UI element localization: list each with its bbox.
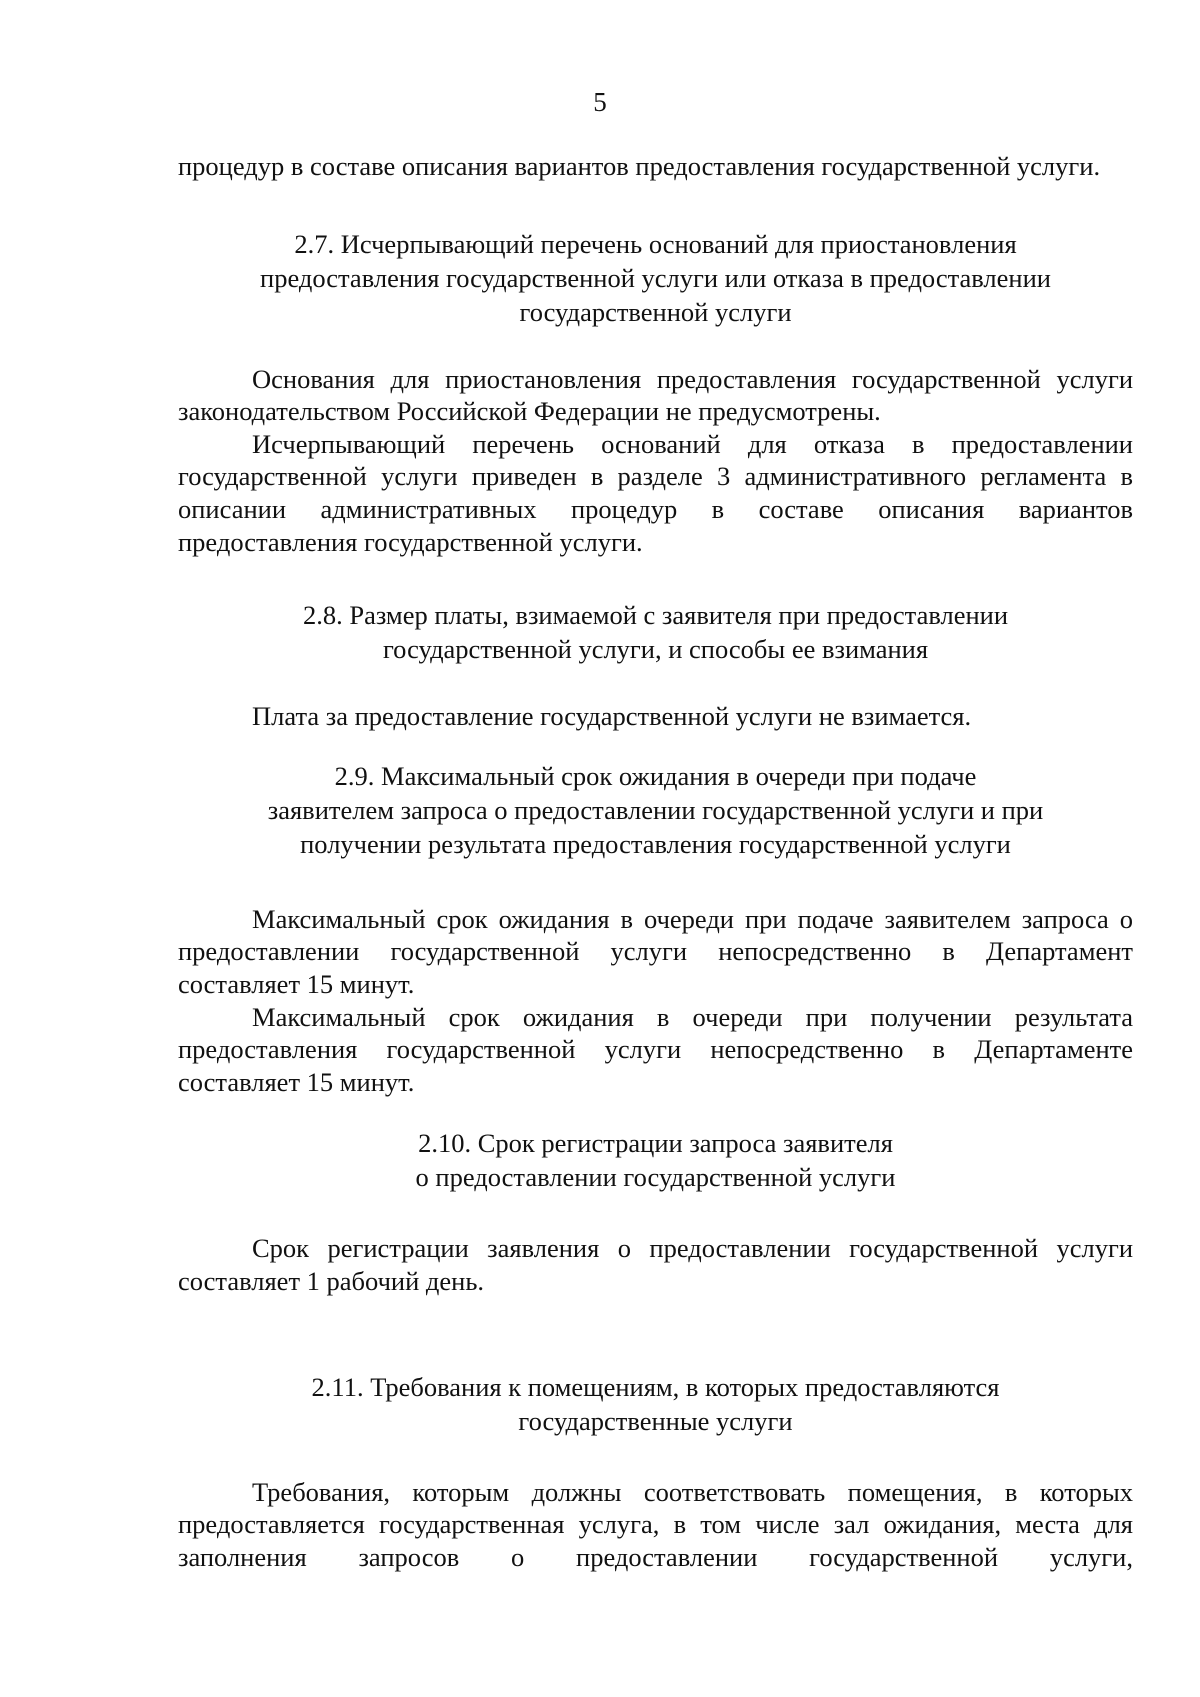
heading-2-8 bbox=[178, 598, 1133, 666]
heading-2-11-line-2: государственные услуги bbox=[518, 1405, 793, 1436]
paragraph-2-9-2: Максимальный срок ожидания в очереди при получении результата предоставления государственной услуги непосредственно в Департаменте составляет 15 минут. bbox=[178, 1001, 1133, 1097]
heading-2-8-line-1: 2.8. Размер платы, взимаемой с заявителя при предоставлении bbox=[302, 600, 1009, 631]
paragraph-2-8-1: Плата за предоставление государственной услуги не взимается. bbox=[252, 701, 972, 732]
heading-2-11 bbox=[178, 1370, 1133, 1438]
heading-2-9 bbox=[178, 759, 1133, 861]
page-number: 5 bbox=[593, 87, 607, 117]
document-body bbox=[178, 150, 1133, 1573]
heading-2-10-line-1: 2.10. Срок регистрации запроса заявителя bbox=[418, 1128, 893, 1159]
paragraph-2-7-2: Исчерпывающий перечень оснований для отказа в предоставлении государственной услуги приведен в разделе 3 административного регламента в описании административных процедур в составе описания вариантов предоставления государственной услуги. bbox=[178, 428, 1133, 557]
paragraph-2-9-1: Максимальный срок ожидания в очереди при подаче заявителем запроса о предоставлении государственной услуги непосредственно в Департамент составляет 15 минут. bbox=[178, 903, 1133, 999]
heading-2-7-line-2: предоставления государственной услуги или отказа в предоставлении bbox=[260, 262, 1051, 293]
paragraph-2-7-1: Основания для приостановления предоставления государственной услуги законодательством Российской Федерации не предусмотрены. bbox=[178, 363, 1133, 427]
heading-2-7-line-3: государственной услуги bbox=[519, 296, 792, 327]
heading-2-8-line-2: государственной услуги, и способы ее взимания bbox=[382, 634, 929, 665]
heading-2-9-line-1: 2.9. Максимальный срок ожидания в очереди при подаче bbox=[334, 760, 977, 791]
paragraph-2-10-1: Срок регистрации заявления о предоставлении государственной услуги составляет 1 рабочий день. bbox=[178, 1233, 1133, 1296]
heading-2-9-line-2: заявителем запроса о предоставлении государственной услуги и при bbox=[267, 794, 1044, 825]
continuation-paragraph: процедур в составе описания вариантов предоставления государственной услуги. bbox=[178, 151, 1101, 181]
heading-2-7 bbox=[178, 227, 1133, 329]
heading-2-9-line-3: получении результата предоставления государственной услуги bbox=[300, 828, 1011, 859]
heading-2-10-line-2: о предоставлении государственной услуги bbox=[415, 1162, 896, 1193]
heading-2-11-line-1: 2.11. Требования к помещениям, в которых предоставляются bbox=[311, 1371, 1000, 1402]
heading-2-10 bbox=[178, 1126, 1133, 1194]
heading-2-7-line-1: 2.7. Исчерпывающий перечень оснований для приостановления bbox=[294, 228, 1017, 259]
paragraph-2-11-1: Требования, которым должны соответствовать помещения, в которых предоставляется государственная услуга, в том числе зал ожидания, места для заполнения запросов о предоставлении государственной услуги, bbox=[178, 1476, 1133, 1572]
